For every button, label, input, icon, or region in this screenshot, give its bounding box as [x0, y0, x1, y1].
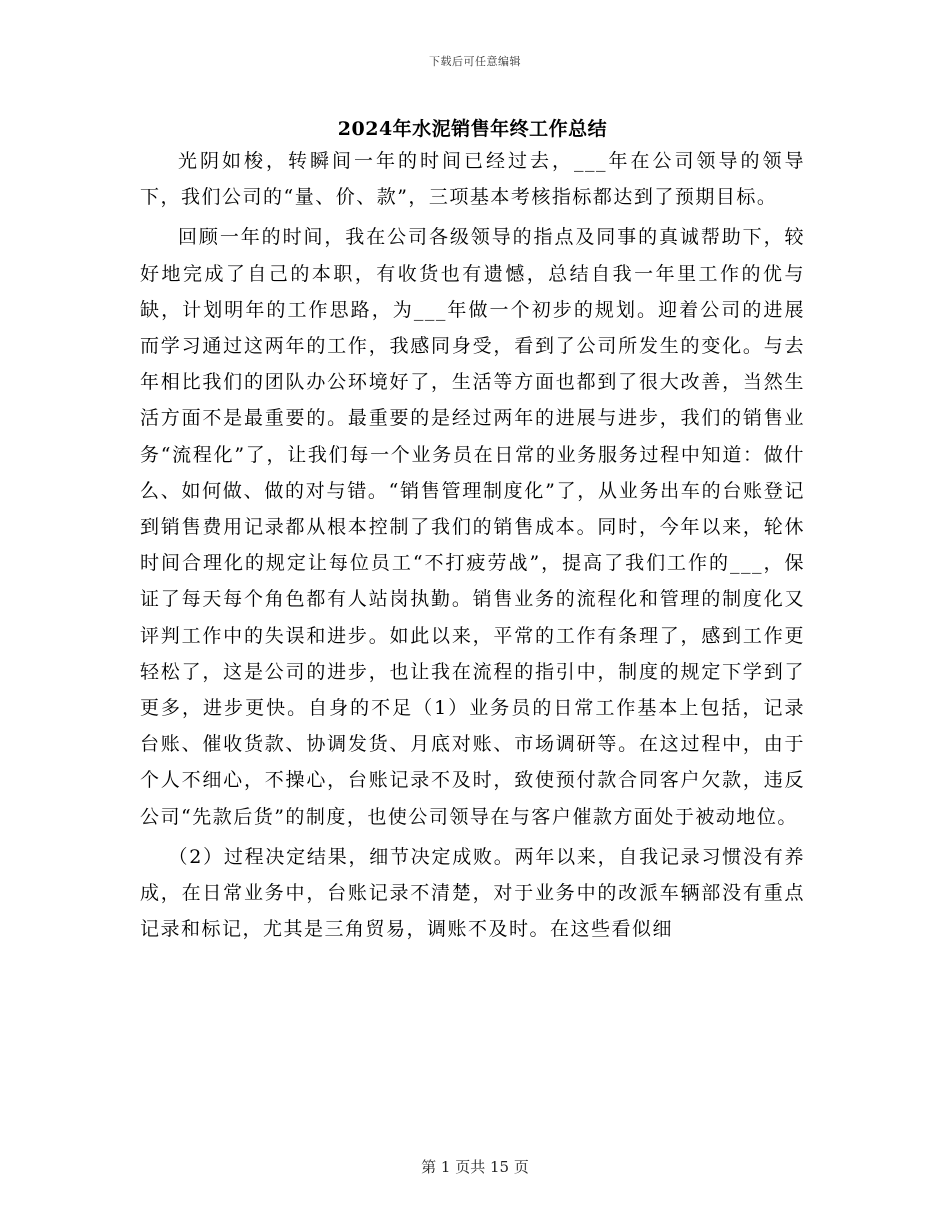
paragraph-intro: 光阴如梭，转瞬间一年的时间已经过去，___年在公司领导的领导下，我们公司的“量、价、款”，三项基本考核指标都达到了预期目标。: [140, 150, 805, 209]
document-body: [140, 143, 805, 947]
paragraph-shortcoming-2: （2）过程决定结果，细节决定成败。两年以来，自我记录习惯没有养成，在日常业务中，台账记录不清楚，对于业务中的改派车辆部没有重点记录和标记，尤其是三角贸易，调账不及时。在这些看似细: [140, 845, 805, 941]
page-number-footer: 第 1 页共 15 页: [421, 1158, 529, 1176]
paragraph-review: 回顾一年的时间，我在公司各级领导的指点及同事的真诚帮助下，较好地完成了自己的本职，有收货也有遗憾，总结自我一年里工作的优与缺，计划明年的工作思路，为___年做一个初步的规划。迎着公司的进展而学习通过这两年的工作，我感同身受，看到了公司所发生的变化。与去年相比我们的团队办公环境好了，生活等方面也都到了很大改善，当然生活方面不是最重要的。最重要的是经过两年的进展与进步，我们的销售业务“流程化”了，让我们每一个业务员在日常的业务服务过程中知道：做什么、如何做、做的对与错。“销售管理制度化”了，从业务出车的台账登记到销售费用记录都从根本控制了我们的销售成本。同时，今年以来，轮休时间合理化的规定让每位员工“不打疲劳战”，提高了我们工作的___，保证了每天每个角色都有人站岗执勤。销售业务的流程化和管理的制度化又评判工作中的失误和进步。如此以来，平常的工作有条理了，感到工作更轻松了，这是公司的进步，也让我在流程的指引中，制度的规定下学到了更多，进步更快。自身的不足（1）业务员的日常工作基本上包括，记录台账、催收货款、协调发货、月底对账、市场调研等。在这过程中，由于个人不细心，不操心，台账记录不及时，致使预付款合同客户欠款，违反公司“先款后货”的制度，也使公司领导在与客户催款方面处于被动地位。: [140, 226, 805, 828]
document-title: 2024年水泥销售年终工作总结: [337, 118, 608, 140]
page-header-note: 下载后可任意编辑: [429, 55, 521, 68]
